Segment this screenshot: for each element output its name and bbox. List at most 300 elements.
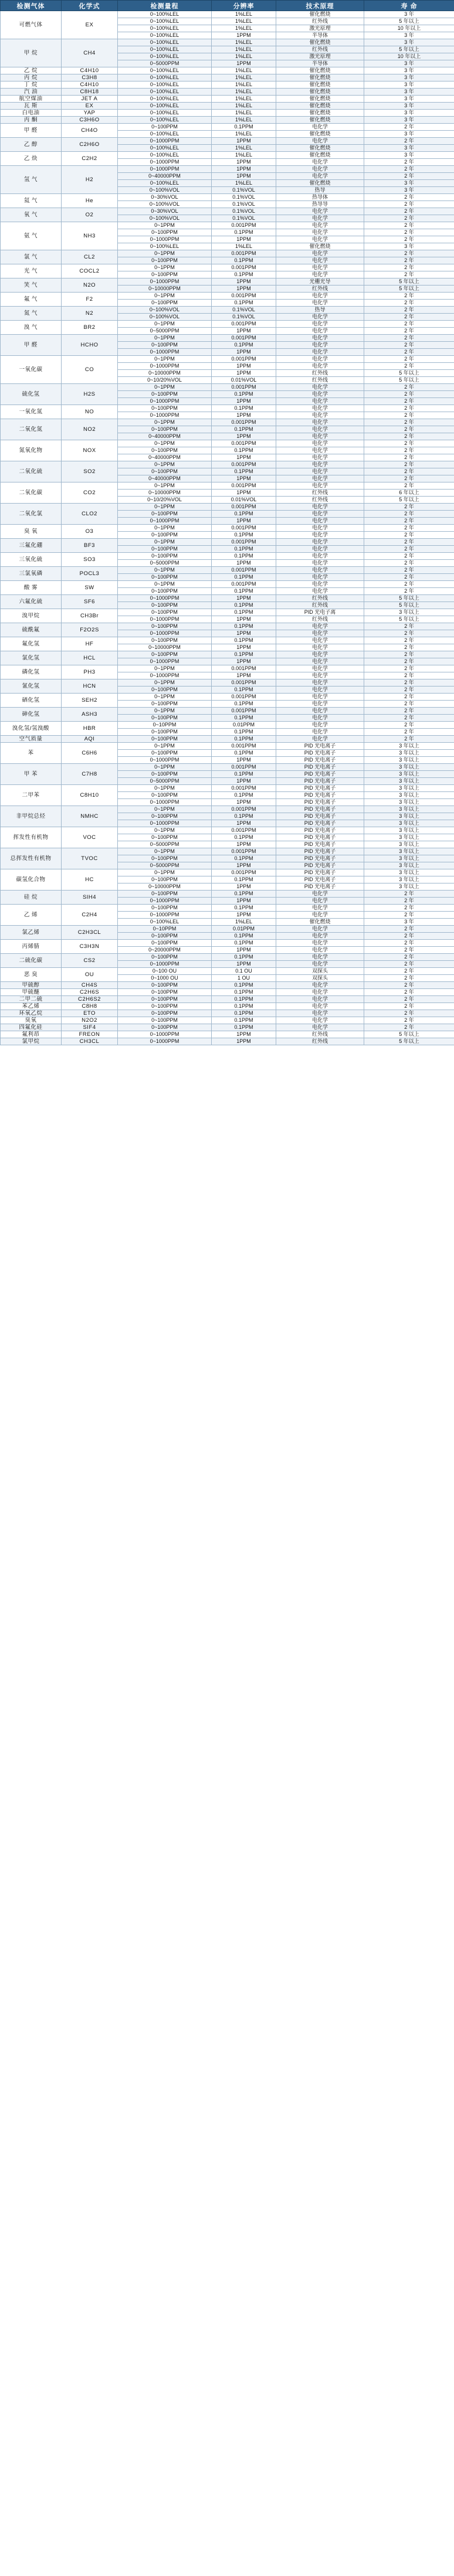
gas-name-cell: 二氧化氯 xyxy=(1,504,62,525)
technology-cell: 电化学 xyxy=(276,335,364,342)
resolution-cell: 1PPM xyxy=(212,286,276,293)
formula-cell: HCN xyxy=(62,679,118,694)
gas-name-cell: 臭氧 xyxy=(1,1017,62,1024)
table-row xyxy=(1,11,454,18)
life-cell: 2 年 xyxy=(364,546,454,553)
table-row xyxy=(1,335,454,342)
life-cell: 5 年以上 xyxy=(364,46,454,53)
technology-cell: 催化燃烧 xyxy=(276,103,364,110)
life-cell: 3 年以上 xyxy=(364,771,454,778)
gas-name-cell: 溴甲烷 xyxy=(1,609,62,623)
resolution-cell: 1PPM xyxy=(212,912,276,919)
technology-cell: PID 光电离子 xyxy=(276,778,364,785)
resolution-cell: 1PPM xyxy=(212,644,276,651)
gas-name-cell: 氟 气 xyxy=(1,293,62,307)
technology-cell: 电化学 xyxy=(276,250,364,257)
formula-cell: SO2 xyxy=(62,461,118,482)
formula-cell: CO xyxy=(62,356,118,384)
gas-name-cell: 苯乙烯 xyxy=(1,1003,62,1010)
table-row xyxy=(1,827,454,834)
gas-name-cell: 白电油 xyxy=(1,110,62,117)
table-row xyxy=(1,989,454,996)
range-cell: 0~1PPM xyxy=(118,665,212,672)
range-cell: 0~10000PPM xyxy=(118,490,212,497)
life-cell: 2 年 xyxy=(364,560,454,567)
resolution-cell: 0.001PPM xyxy=(212,293,276,300)
technology-cell: 红外线 xyxy=(276,377,364,384)
life-cell: 2 年 xyxy=(364,349,454,356)
range-cell: 0~5000PPM xyxy=(118,328,212,335)
technology-cell: PID 光电离子 xyxy=(276,869,364,876)
table-row xyxy=(1,307,454,314)
life-cell: 2 年 xyxy=(364,398,454,405)
range-cell: 0~100%LEL xyxy=(118,11,212,18)
life-cell: 3 年以上 xyxy=(364,764,454,771)
life-cell: 2 年 xyxy=(364,454,454,461)
table-row xyxy=(1,982,454,989)
technology-cell: 电化学 xyxy=(276,961,364,968)
life-cell: 3 年以上 xyxy=(364,834,454,841)
range-cell: 0~1PPM xyxy=(118,764,212,771)
resolution-cell: 1PPM xyxy=(212,138,276,145)
life-cell: 2 年 xyxy=(364,701,454,708)
resolution-cell: 0.1PPM xyxy=(212,940,276,947)
life-cell: 3 年 xyxy=(364,11,454,18)
table-row xyxy=(1,891,454,898)
range-cell: 0~1PPM xyxy=(118,694,212,701)
range-cell: 0~100PPM xyxy=(118,468,212,475)
range-cell: 0~100PPM xyxy=(118,546,212,553)
resolution-cell: 0.001PPM xyxy=(212,539,276,546)
life-cell: 5 年以上 xyxy=(364,616,454,623)
formula-cell: F2O2S xyxy=(62,623,118,637)
gas-name-cell: 丁 烷 xyxy=(1,81,62,89)
table-row xyxy=(1,905,454,912)
resolution-cell: 0.1PPM xyxy=(212,426,276,433)
technology-cell: 电化学 xyxy=(276,229,364,236)
technology-cell: 电化学 xyxy=(276,729,364,736)
technology-cell: PID 光电离子 xyxy=(276,862,364,869)
technology-cell: 热导导 xyxy=(276,201,364,208)
life-cell: 2 年 xyxy=(364,363,454,370)
resolution-cell: 0.001PPM xyxy=(212,222,276,229)
technology-cell: 红外线 xyxy=(276,1038,364,1045)
life-cell: 2 年 xyxy=(364,898,454,905)
col-header-technology: 技术原理 xyxy=(276,1,364,11)
life-cell: 2 年 xyxy=(364,138,454,145)
formula-cell: HCHO xyxy=(62,335,118,356)
range-cell: 0~1PPM xyxy=(118,482,212,490)
range-cell: 0~100PPM xyxy=(118,996,212,1003)
technology-cell: 电化学 xyxy=(276,1017,364,1024)
resolution-cell: 0.001PPM xyxy=(212,264,276,271)
resolution-cell: 1%LEL xyxy=(212,11,276,18)
resolution-cell: 0.001PPM xyxy=(212,665,276,672)
resolution-cell: 1PPM xyxy=(212,883,276,891)
technology-cell: 催化燃烧 xyxy=(276,74,364,81)
formula-cell: JET A xyxy=(62,96,118,103)
resolution-cell: 1PPM xyxy=(212,349,276,356)
life-cell: 2 年 xyxy=(364,166,454,173)
technology-cell: 电化学 xyxy=(276,433,364,440)
range-cell: 0~1000PPM xyxy=(118,278,212,286)
col-header-formula: 化学式 xyxy=(62,1,118,11)
life-cell: 2 年 xyxy=(364,1010,454,1017)
range-cell: 0~1000PPM xyxy=(118,363,212,370)
resolution-cell: 0.1%VOL xyxy=(212,307,276,314)
technology-cell: 催化燃烧 xyxy=(276,180,364,187)
technology-cell: 电化学 xyxy=(276,236,364,243)
gas-name-cell: 氯甲烷 xyxy=(1,1038,62,1045)
life-cell: 6 年以上 xyxy=(364,490,454,497)
technology-cell: 电化学 xyxy=(276,905,364,912)
life-cell: 3 年 xyxy=(364,81,454,89)
technology-cell: 电化学 xyxy=(276,356,364,363)
range-cell: 0~10000PPM xyxy=(118,883,212,891)
technology-cell: 电化学 xyxy=(276,933,364,940)
gas-name-cell: 甲硫醇 xyxy=(1,982,62,989)
life-cell: 2 年 xyxy=(364,440,454,447)
formula-cell: HF xyxy=(62,637,118,651)
life-cell: 2 年 xyxy=(364,124,454,131)
formula-cell: HC xyxy=(62,869,118,891)
range-cell: 0~100PPM xyxy=(118,447,212,454)
table-row xyxy=(1,1010,454,1017)
range-cell: 0~100PPM xyxy=(118,687,212,694)
table-row xyxy=(1,264,454,271)
gas-name-cell: 二氧化硫 xyxy=(1,461,62,482)
formula-cell: CL2 xyxy=(62,250,118,264)
gas-name-cell: 丙烯腈 xyxy=(1,940,62,954)
life-cell: 2 年 xyxy=(364,715,454,722)
life-cell: 3 年 xyxy=(364,131,454,138)
resolution-cell: 0.1PPM xyxy=(212,468,276,475)
gas-name-cell: 总挥发性有机物 xyxy=(1,848,62,869)
table-row xyxy=(1,694,454,701)
life-cell: 2 年 xyxy=(364,588,454,595)
gas-name-cell: 二硫化碳 xyxy=(1,954,62,968)
formula-cell: NO xyxy=(62,405,118,419)
range-cell: 0~1000PPM xyxy=(118,672,212,679)
range-cell: 0~1000PPM xyxy=(118,398,212,405)
range-cell: 0~1PPM xyxy=(118,708,212,715)
formula-cell: ASH3 xyxy=(62,708,118,722)
life-cell: 2 年 xyxy=(364,405,454,412)
gas-name-cell: 碳氢化合物 xyxy=(1,869,62,891)
range-cell: 0~100%LEL xyxy=(118,117,212,124)
technology-cell: 电化学 xyxy=(276,447,364,454)
range-cell: 0~1PPM xyxy=(118,504,212,511)
resolution-cell: 0.001PPM xyxy=(212,461,276,468)
technology-cell: PID 光电离子 xyxy=(276,785,364,792)
resolution-cell: 0.001PPM xyxy=(212,827,276,834)
life-cell: 2 年 xyxy=(364,687,454,694)
resolution-cell: 0.001PPM xyxy=(212,504,276,511)
technology-cell: 电化学 xyxy=(276,722,364,729)
resolution-cell: 1PPM xyxy=(212,947,276,954)
life-cell: 2 年 xyxy=(364,947,454,954)
life-cell: 3 年 xyxy=(364,152,454,159)
technology-cell: 电化学 xyxy=(276,1003,364,1010)
resolution-cell: 1PPM xyxy=(212,166,276,173)
resolution-cell: 1PPM xyxy=(212,278,276,286)
technology-cell: 电化学 xyxy=(276,658,364,665)
gas-name-cell: 酸 雾 xyxy=(1,581,62,595)
life-cell: 5 年以上 xyxy=(364,1031,454,1038)
gas-name-cell: 硫酰氟 xyxy=(1,623,62,637)
life-cell: 3 年 xyxy=(364,39,454,46)
range-cell: 0~100%LEL xyxy=(118,74,212,81)
technology-cell: 催化燃烧 xyxy=(276,131,364,138)
life-cell: 2 年 xyxy=(364,651,454,658)
technology-cell: 电化学 xyxy=(276,581,364,588)
technology-cell: 电化学 xyxy=(276,454,364,461)
range-cell: 0~1PPM xyxy=(118,293,212,300)
range-cell: 0~40000PPM xyxy=(118,475,212,482)
range-cell: 0~1000PPM xyxy=(118,961,212,968)
range-cell: 0~40000PPM xyxy=(118,173,212,180)
resolution-cell: 1PPM xyxy=(212,363,276,370)
life-cell: 2 年 xyxy=(364,475,454,482)
life-cell: 2 年 xyxy=(364,736,454,743)
resolution-cell: 0.1PPM xyxy=(212,651,276,658)
technology-cell: 催化燃烧 xyxy=(276,11,364,18)
range-cell: 0~40000PPM xyxy=(118,454,212,461)
resolution-cell: 0.1PPM xyxy=(212,124,276,131)
resolution-cell: 0.1PPM xyxy=(212,736,276,743)
range-cell: 0~1000PPM xyxy=(118,616,212,623)
technology-cell: 电化学 xyxy=(276,518,364,525)
formula-cell: O2 xyxy=(62,208,118,222)
resolution-cell: 1PPM xyxy=(212,236,276,243)
technology-cell: 电化学 xyxy=(276,159,364,166)
formula-cell: BR2 xyxy=(62,321,118,335)
formula-cell: C4H10 xyxy=(62,67,118,74)
resolution-cell: 0.1PPM xyxy=(212,989,276,996)
life-cell: 2 年 xyxy=(364,532,454,539)
table-row xyxy=(1,250,454,257)
life-cell: 3 年 xyxy=(364,117,454,124)
resolution-cell: 0.1PPM xyxy=(212,546,276,553)
range-cell: 0~100PPM xyxy=(118,1003,212,1010)
resolution-cell: 0.001PPM xyxy=(212,785,276,792)
resolution-cell: 0.001PPM xyxy=(212,679,276,687)
life-cell: 2 年 xyxy=(364,567,454,574)
resolution-cell: 0.001PPM xyxy=(212,250,276,257)
range-cell: 0~100 OU xyxy=(118,968,212,975)
gas-name-cell: 汽 油 xyxy=(1,89,62,96)
resolution-cell: 0.001PPM xyxy=(212,482,276,490)
formula-cell: He xyxy=(62,194,118,208)
formula-cell: CH4O xyxy=(62,124,118,138)
technology-cell: 电化学 xyxy=(276,405,364,412)
resolution-cell: 0.1PPM xyxy=(212,405,276,412)
technology-cell: 电化学 xyxy=(276,996,364,1003)
resolution-cell: 1%LEL xyxy=(212,46,276,53)
technology-cell: PID 光电离子 xyxy=(276,750,364,757)
gas-name-cell: 氰化氢 xyxy=(1,679,62,694)
resolution-cell: 1PPM xyxy=(212,778,276,785)
table-row xyxy=(1,293,454,300)
resolution-cell: 1PPM xyxy=(212,60,276,67)
life-cell: 2 年 xyxy=(364,665,454,672)
formula-cell: EX xyxy=(62,11,118,39)
gas-name-cell: 氯乙烯 xyxy=(1,926,62,940)
technology-cell: 电化学 xyxy=(276,623,364,630)
technology-cell: 红外线 xyxy=(276,602,364,609)
range-cell: 0~1000PPM xyxy=(118,166,212,173)
life-cell: 2 年 xyxy=(364,314,454,321)
life-cell: 2 年 xyxy=(364,926,454,933)
range-cell: 0~100PPM xyxy=(118,426,212,433)
resolution-cell: 0.1PPM xyxy=(212,300,276,307)
range-cell: 0~100PPM xyxy=(118,1010,212,1017)
technology-cell: 电化学 xyxy=(276,694,364,701)
life-cell: 3 年 xyxy=(364,32,454,39)
technology-cell: 电化学 xyxy=(276,482,364,490)
life-cell: 3 年以上 xyxy=(364,855,454,862)
life-cell: 2 年 xyxy=(364,307,454,314)
col-header-life: 寿 命 xyxy=(364,1,454,11)
range-cell: 0~100%LEL xyxy=(118,243,212,250)
resolution-cell: 0.1PPM xyxy=(212,792,276,799)
technology-cell: 电化学 xyxy=(276,1024,364,1031)
formula-cell: YAP xyxy=(62,110,118,117)
table-row xyxy=(1,623,454,630)
life-cell: 3 年以上 xyxy=(364,792,454,799)
table-row xyxy=(1,194,454,201)
resolution-cell: 1PPM xyxy=(212,454,276,461)
range-cell: 0~1000PPM xyxy=(118,1031,212,1038)
technology-cell: PID 光电离子 xyxy=(276,743,364,750)
table-row xyxy=(1,39,454,46)
range-cell: 0~20000PPM xyxy=(118,947,212,954)
life-cell: 3 年以上 xyxy=(364,883,454,891)
resolution-cell: 0.01PPM xyxy=(212,926,276,933)
technology-cell: 催化燃烧 xyxy=(276,145,364,152)
resolution-cell: 0.1%VOL xyxy=(212,187,276,194)
technology-cell: 电化学 xyxy=(276,300,364,307)
table-row xyxy=(1,595,454,602)
life-cell: 3 年以上 xyxy=(364,609,454,616)
technology-cell: 电化学 xyxy=(276,440,364,447)
technology-cell: 电化学 xyxy=(276,264,364,271)
gas-name-cell: 非甲烷总烃 xyxy=(1,806,62,827)
life-cell: 3 年 xyxy=(364,243,454,250)
life-cell: 3 年以上 xyxy=(364,848,454,855)
resolution-cell: 0.1PPM xyxy=(212,855,276,862)
gas-name-cell: 光 气 xyxy=(1,264,62,278)
technology-cell: 电化学 xyxy=(276,1010,364,1017)
formula-cell: C2H6S2 xyxy=(62,996,118,1003)
gas-name-cell: 环氧乙烷 xyxy=(1,1010,62,1017)
technology-cell: 热导体 xyxy=(276,194,364,201)
life-cell: 2 年 xyxy=(364,426,454,433)
life-cell: 2 年 xyxy=(364,1017,454,1024)
col-header-resolution: 分辨率 xyxy=(212,1,276,11)
range-cell: 0~1000PPM xyxy=(118,138,212,145)
life-cell: 5 年以上 xyxy=(364,595,454,602)
technology-cell: 电化学 xyxy=(276,954,364,961)
life-cell: 2 年 xyxy=(364,433,454,440)
life-cell: 3 年 xyxy=(364,96,454,103)
life-cell: 2 年 xyxy=(364,419,454,426)
technology-cell: 电化学 xyxy=(276,166,364,173)
formula-cell: BF3 xyxy=(62,539,118,553)
life-cell: 2 年 xyxy=(364,293,454,300)
table-row xyxy=(1,553,454,560)
technology-cell: 催化燃烧 xyxy=(276,81,364,89)
resolution-cell: 0.1PPM xyxy=(212,954,276,961)
life-cell: 2 年 xyxy=(364,708,454,715)
table-row xyxy=(1,461,454,468)
resolution-cell: 0.1PPM xyxy=(212,257,276,264)
formula-cell: C8H10 xyxy=(62,785,118,806)
technology-cell: 电化学 xyxy=(276,257,364,264)
table-row xyxy=(1,110,454,117)
life-cell: 2 年 xyxy=(364,201,454,208)
formula-cell: CS2 xyxy=(62,954,118,968)
gas-name-cell: 空气质量 xyxy=(1,736,62,743)
life-cell: 2 年 xyxy=(364,356,454,363)
range-cell: 0~40000PPM xyxy=(118,433,212,440)
life-cell: 3 年以上 xyxy=(364,785,454,792)
table-row xyxy=(1,651,454,658)
technology-cell: PID 光电离子 xyxy=(276,813,364,820)
formula-cell: C2H2 xyxy=(62,152,118,166)
table-row xyxy=(1,405,454,412)
resolution-cell: 1%LEL xyxy=(212,180,276,187)
resolution-cell: 0.1%VOL xyxy=(212,215,276,222)
resolution-cell: 0.001PPM xyxy=(212,419,276,426)
technology-cell: 红外线 xyxy=(276,370,364,377)
table-row xyxy=(1,166,454,173)
range-cell: 0~100PPM xyxy=(118,905,212,912)
table-row xyxy=(1,152,454,159)
resolution-cell: 1PPM xyxy=(212,370,276,377)
gas-name-cell: 可燃气体 xyxy=(1,11,62,39)
table-row xyxy=(1,419,454,426)
range-cell: 0~30%VOL xyxy=(118,208,212,215)
gas-name-cell: 氮 气 xyxy=(1,307,62,321)
formula-cell: C7H8 xyxy=(62,764,118,785)
formula-cell: COCL2 xyxy=(62,264,118,278)
formula-cell: SW xyxy=(62,581,118,595)
range-cell: 0~1000PPM xyxy=(118,236,212,243)
range-cell: 0~1PPM xyxy=(118,848,212,855)
life-cell: 3 年以上 xyxy=(364,806,454,813)
life-cell: 2 年 xyxy=(364,222,454,229)
resolution-cell: 0.1PPM xyxy=(212,623,276,630)
life-cell: 2 年 xyxy=(364,989,454,996)
resolution-cell: 0.1 OU xyxy=(212,968,276,975)
range-cell: 0~100PPM xyxy=(118,124,212,131)
life-cell: 2 年 xyxy=(364,637,454,644)
life-cell: 3 年以上 xyxy=(364,876,454,883)
life-cell: 2 年 xyxy=(364,658,454,665)
gas-name-cell: 硅 烷 xyxy=(1,891,62,905)
range-cell: 0~1000PPM xyxy=(118,820,212,827)
formula-cell: O3 xyxy=(62,525,118,539)
resolution-cell: 0.1%VOL xyxy=(212,314,276,321)
range-cell: 0~1PPM xyxy=(118,785,212,792)
gas-name-cell: 甲 苯 xyxy=(1,764,62,785)
resolution-cell: 0.001PPM xyxy=(212,335,276,342)
technology-cell: 催化燃烧 xyxy=(276,96,364,103)
formula-cell: H2S xyxy=(62,384,118,405)
range-cell: 0~100%LEL xyxy=(118,131,212,138)
formula-cell: N2O xyxy=(62,278,118,293)
